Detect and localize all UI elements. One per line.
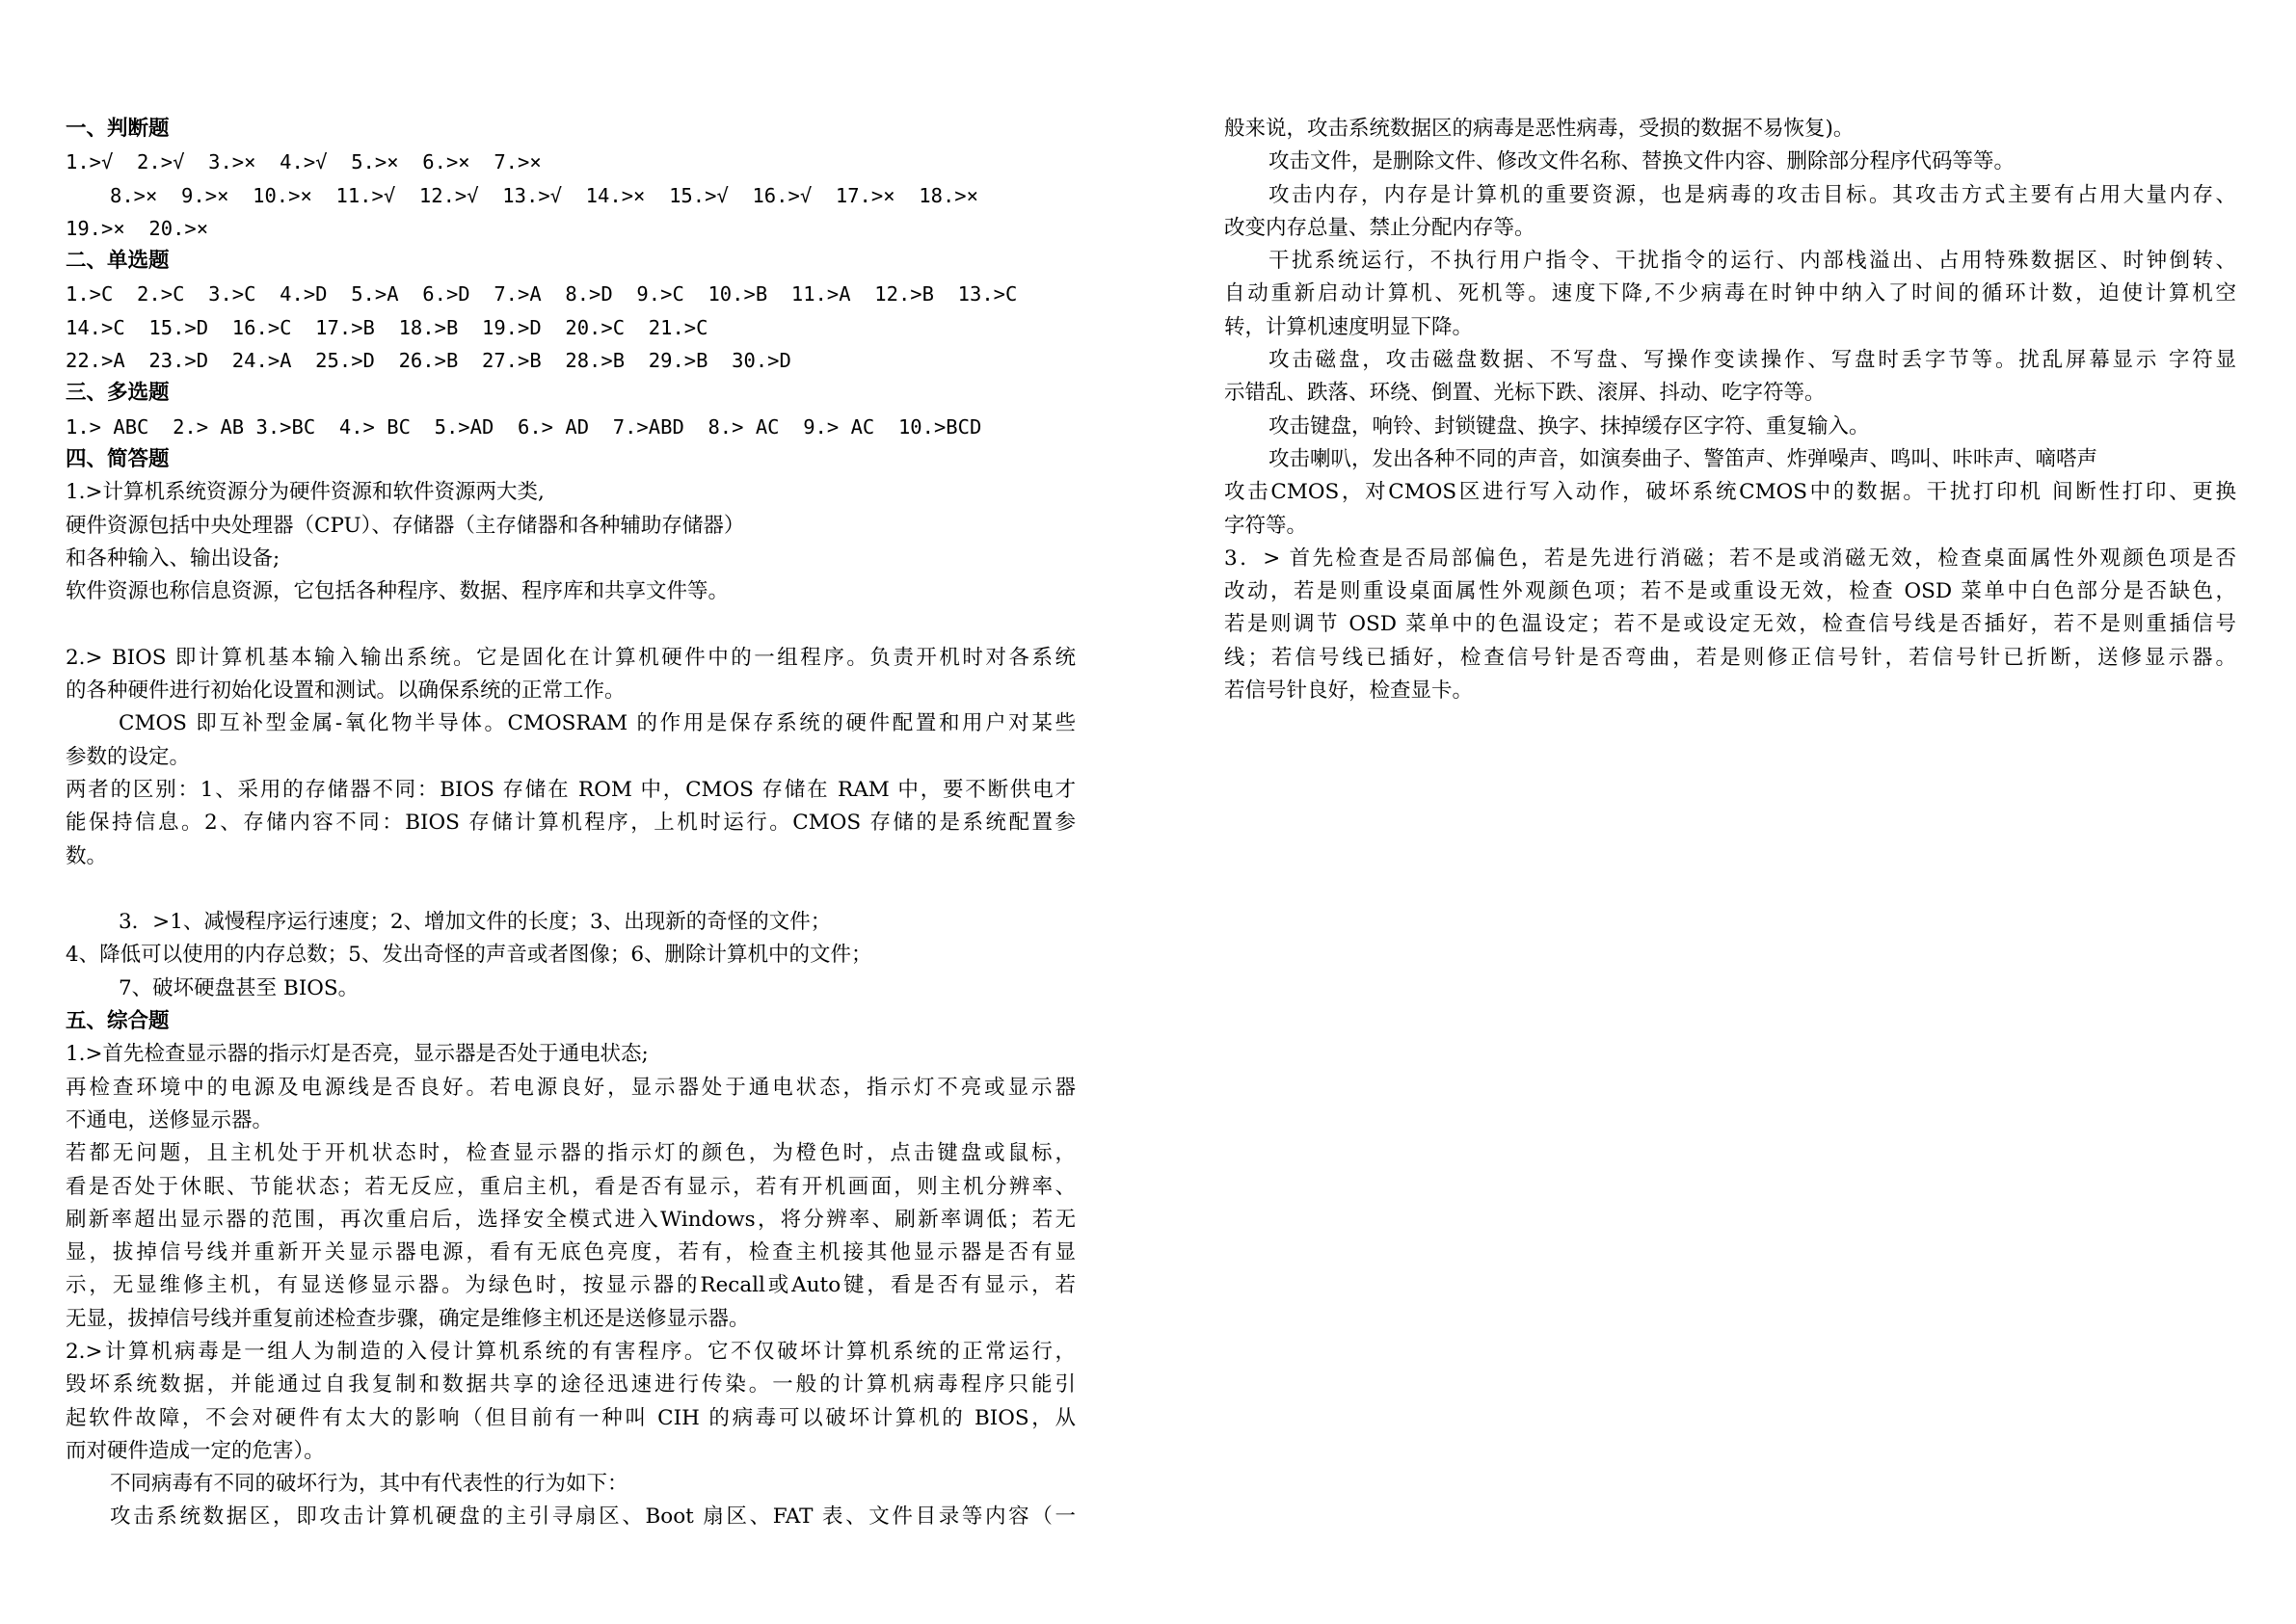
paragraph-line: 攻击系统数据区，即攻击计算机硬盘的主引寻扇区、Boot 扇区、FAT 表、文件目录等内容（一 <box>110 1504 1076 1530</box>
paragraph-line: 若信号针良好，检查显卡。 <box>1224 679 1474 704</box>
section-heading-true-false: 一、判断题 <box>66 117 170 141</box>
paragraph-line: 数。 <box>66 843 108 868</box>
paragraph-line: 若是则调节 OSD 菜单中的色温设定；若不是或设定无效，检查信号线是否插好，若不是则重插信号 <box>1224 612 2236 637</box>
paragraph-line: 起软件故障，不会对硬件有太大的影响（但目前有一种叫 CIH 的病毒可以破坏计算机的 BIOS，从 <box>66 1405 1076 1430</box>
paragraph-line: 两者的区别：1、采用的存储器不同：BIOS 存储在 ROM 中，CMOS 存储在 RAM 中，要不断供电才 <box>66 777 1076 802</box>
paragraph-line: 看是否处于休眠、节能状态；若无反应，重启主机，看是否有显示，若有开机画面，则主机分辨率、 <box>66 1174 1076 1199</box>
paragraph-line: 而对硬件造成一定的危害）。 <box>66 1438 325 1463</box>
left-column <box>66 113 1076 1534</box>
paragraph-line: 再检查环境中的电源及电源线是否良好。若电源良好，显示器处于通电状态，指示灯不亮或显示器 <box>66 1075 1076 1100</box>
paragraph-line: 转，计算机速度明显下降。 <box>1224 314 1474 339</box>
answer-line: 22.>A 23.>D 24.>A 25.>D 26.>B 27.>B 28.>B 29.>B 30.>D <box>66 349 791 373</box>
paragraph-line: 和各种输入、输出设备; <box>66 546 280 571</box>
paragraph-line: 干扰系统运行，不执行用户指令、干扰指令的运行、内部栈溢出、占用特殊数据区、时钟倒转、 <box>1268 249 2236 274</box>
spacer <box>66 873 1076 906</box>
answer-line: 1.> ABC 2.> AB 3.>BC 4.> BC 5.>AD 6.> AD 7.>ABD 8.> AC 9.> AC 10.>BCD <box>66 414 982 439</box>
paragraph-line: 3．>1、减慢程序运行速度；2、增加文件的长度；3、出现新的奇怪的文件； <box>119 910 832 935</box>
paragraph-line: 攻击CMOS，对CMOS区进行写入动作，破坏系统CMOS中的数据。干扰打印机 间断性打印、更换 <box>1224 480 2236 505</box>
paragraph-line: 若都无问题，且主机处于开机状态时，检查显示器的指示灯的颜色，为橙色时，点击键盘或鼠标， <box>66 1141 1076 1166</box>
paragraph-line: 不通电，送修显示器。 <box>66 1107 274 1132</box>
paragraph-line: 字符等。 <box>1224 513 1308 538</box>
paragraph-line: 3．> 首先检查是否局部偏色，若是先进行消磁；若不是或消磁无效，检查桌面属性外观颜色项是否 <box>1224 546 2236 571</box>
paragraph-line: 显，拔掉信号线并重新开关显示器电源，看有无底色亮度，若有，检查主机接其他显示器是否有显 <box>66 1240 1076 1265</box>
paragraph-line: 攻击键盘，响铃、封锁键盘、换字、抹掉缓存区字符、重复输入。 <box>1268 413 1870 439</box>
paragraph-line: 刷新率超出显示器的范围，再次重启后，选择安全模式进入Windows，将分辨率、刷新率调低；若无 <box>66 1207 1076 1232</box>
section-heading-short-answer: 四、简答题 <box>66 446 170 471</box>
section-heading-comprehensive: 五、综合题 <box>66 1009 170 1034</box>
paragraph-line: 毁坏系统数据，并能通过自我复制和数据共享的途径迅速进行传染。一般的计算机病毒程序只能引 <box>66 1372 1076 1398</box>
paragraph-line: 2.>计算机病毒是一组人为制造的入侵计算机系统的有害程序。它不仅破坏计算机系统的正常运行， <box>66 1339 1076 1364</box>
paragraph-line: 示，无显维修主机，有显送修显示器。为绿色时，按显示器的Recall或Auto键，看是否有显示，若 <box>66 1273 1076 1298</box>
paragraph-line: 4、降低可以使用的内存总数；5、发出奇怪的声音或者图像；6、删除计算机中的文件； <box>66 943 872 968</box>
paragraph-line: 改变内存总量、禁止分配内存等。 <box>1224 215 1535 240</box>
paragraph-line: 线；若信号线已插好，检查信号针是否弯曲，若是则修正信号针，若信号针已折断，送修显示器。 <box>1224 645 2236 670</box>
paragraph-line: 能保持信息。2、存储内容不同：BIOS 存储计算机程序，上机时运行。CMOS 存储的是系统配置参 <box>66 811 1076 836</box>
answer-line: 1.>√ 2.>√ 3.>× 4.>√ 5.>× 6.>× 7.>× <box>66 150 542 174</box>
paragraph-line: 攻击喇叭，发出各种不同的声音，如演奏曲子、警笛声、炸弹噪声、鸣叫、咔咔声、嘀嗒声 <box>1268 446 2098 471</box>
paragraph-line: 自动重新启动计算机、死机等。速度下降,不少病毒在时钟中纳入了时间的循环计数，迫使计算机空 <box>1224 281 2236 306</box>
section-heading-single-choice: 二、单选题 <box>66 249 170 274</box>
paragraph-line: 攻击磁盘，攻击磁盘数据、不写盘、写操作变读操作、写盘时丢字节等。扰乱屏幕显示 字符显 <box>1268 348 2236 373</box>
paragraph-line: 软件资源也称信息资源，它包括各种程序、数据、程序库和共享文件等。 <box>66 579 730 604</box>
paragraph-line: 1.>首先检查显示器的指示灯是否亮，显示器是否处于通电状态; <box>66 1042 649 1067</box>
paragraph-line: 改动，若是则重设桌面属性外观颜色项；若不是或重设无效，检查 OSD 菜单中白色部分是否缺色， <box>1224 579 2236 604</box>
section-heading-multiple-choice: 三、多选题 <box>66 381 170 406</box>
paragraph-line: 示错乱、跌落、环绕、倒置、光标下跌、滚屏、抖动、吃字符等。 <box>1224 381 1826 406</box>
paragraph-line: 1.>计算机系统资源分为硬件资源和软件资源两大类, <box>66 480 545 505</box>
answer-line: 1.>C 2.>C 3.>C 4.>D 5.>A 6.>D 7.>A 8.>D 9.>C 10.>B 11.>A 12.>B 13.>C <box>66 282 1018 306</box>
paragraph-line: 参数的设定。 <box>66 744 191 769</box>
paragraph-line: 2.> BIOS 即计算机基本输入输出系统。它是固化在计算机硬件中的一组程序。负责开机时对各系统 <box>66 645 1076 670</box>
paragraph-line: 攻击文件，是删除文件、修改文件名称、替换文件内容、删除部分程序代码等等。 <box>1268 149 2016 174</box>
paragraph-line: 般来说，攻击系统数据区的病毒是恶性病毒，受损的数据不易恢复)。 <box>1224 117 1855 141</box>
paragraph-line: 攻击内存，内存是计算机的重要资源，也是病毒的攻击目标。其攻击方式主要有占用大量内存、 <box>1268 182 2236 207</box>
paragraph-line: 无显，拔掉信号线并重复前述检查步骤，确定是维修主机还是送修显示器。 <box>66 1306 750 1331</box>
answer-line: 14.>C 15.>D 16.>C 17.>B 18.>B 19.>D 20.>C 21.>C <box>66 315 708 339</box>
answer-line: 8.>× 9.>× 10.>× 11.>√ 12.>√ 13.>√ 14.>× 15.>√ 16.>√ 17.>× 18.>× <box>110 183 978 207</box>
paragraph-line: CMOS 即互补型金属-氧化物半导体。CMOSRAM 的作用是保存系统的硬件配置和用户对某些 <box>119 711 1076 736</box>
answer-line: 19.>× 20.>× <box>66 216 209 240</box>
paragraph-line: 不同病毒有不同的破坏行为，其中有代表性的行为如下： <box>110 1472 628 1497</box>
paragraph-line: 7、破坏硬盘甚至 BIOS。 <box>119 975 360 1000</box>
spacer <box>66 608 1076 641</box>
right-column <box>1224 113 2236 707</box>
paragraph-line: 的各种硬件进行初始化设置和测试。以确保系统的正常工作。 <box>66 679 626 704</box>
paragraph-line: 硬件资源包括中央处理器（CPU）、存储器（主存储器和各种辅助存储器） <box>66 513 745 538</box>
